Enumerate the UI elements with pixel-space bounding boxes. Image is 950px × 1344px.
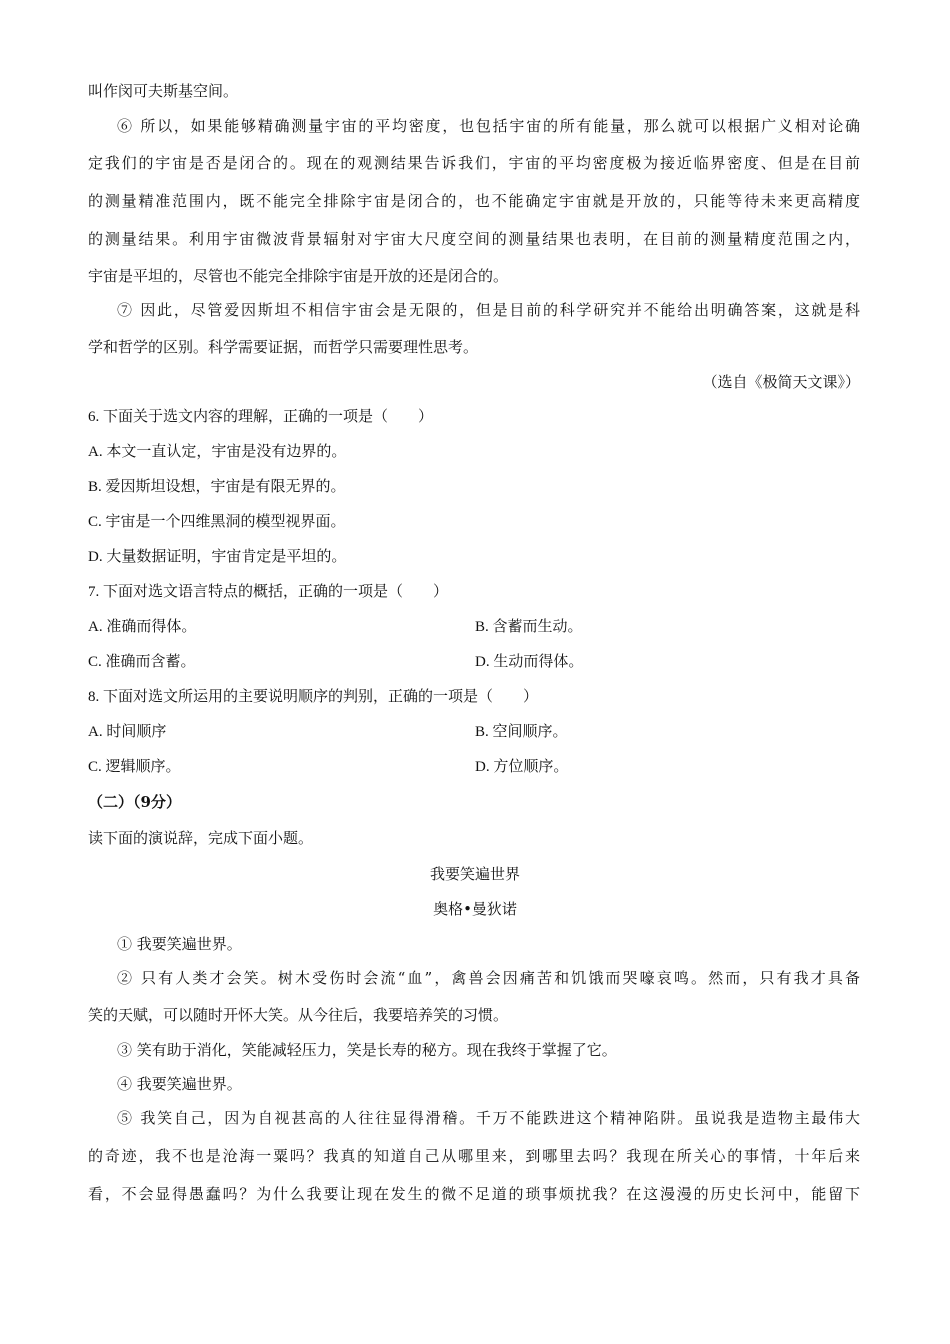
- speech-paragraph-2-line: ② 只有人类才会笑。树木受伤时会流“血”，禽兽会因痛苦和饥饿而哭嚎哀鸣。然而，只有我才具备: [117, 969, 860, 987]
- question-8-option-d[interactable]: D. 方位顺序。: [475, 759, 569, 775]
- question-7-option-a[interactable]: A. 准确而得体。: [88, 619, 197, 635]
- question-8-option-a[interactable]: A. 时间顺序: [88, 724, 167, 740]
- question-7-option-d[interactable]: D. 生动而得体。: [475, 654, 584, 670]
- speech-title: 我要笑遍世界: [429, 865, 520, 883]
- speech-paragraph-2-line: 笑的天赋，可以随时开怀大笑。从今往后，我要培养笑的习惯。: [88, 1006, 509, 1024]
- paragraph-6-line: 定我们的宇宙是否是闭合的。现在的观测结果告诉我们，宇宙的平均密度极为接近临界密度、但是在目前: [88, 154, 860, 172]
- question-6-stem: 6. 下面关于选文内容的理解，正确的一项是（ ）: [88, 409, 434, 425]
- question-6-option-b[interactable]: B. 爱因斯坦设想，宇宙是有限无界的。: [88, 479, 346, 495]
- paragraph-7-line: ⑦ 因此，尽管爱因斯坦不相信宇宙会是无限的，但是目前的科学研究并不能给出明确答案，这就是科: [117, 301, 860, 319]
- question-7-stem: 7. 下面对选文语言特点的概括，正确的一项是（ ）: [88, 584, 449, 600]
- section-instruction: 读下面的演说辞，完成下面小题。: [88, 829, 314, 847]
- paragraph-6-line: 宇宙是平坦的，尽管也不能完全排除宇宙是开放的还是闭合的。: [88, 267, 509, 285]
- paragraph-line: 叫作闵可夫斯基空间。: [88, 82, 239, 100]
- question-6-option-a[interactable]: A. 本文一直认定，宇宙是没有边界的。: [88, 444, 347, 460]
- speech-author: 奥格•曼狄诺: [433, 900, 517, 918]
- speech-paragraph-4: ④ 我要笑遍世界。: [117, 1075, 242, 1093]
- paragraph-6-line: ⑥ 所以，如果能够精确测量宇宙的平均密度，也包括宇宙的所有能量，那么就可以根据广义相对论确: [117, 117, 860, 135]
- question-6-option-d[interactable]: D. 大量数据证明，宇宙肯定是平坦的。: [88, 549, 347, 565]
- question-7-option-c[interactable]: C. 准确而含蓄。: [88, 654, 196, 670]
- speech-paragraph-5-line: 的奇迹，我不也是沧海一粟吗？我真的知道自己从哪里来，到哪里去吗？我现在所关心的事情，十年后来: [88, 1147, 860, 1165]
- speech-paragraph-5-line: 看，不会显得愚蠢吗？为什么我要让现在发生的微不足道的琐事烦扰我？在这漫漫的历史长河中，能留下: [88, 1185, 860, 1203]
- speech-paragraph-3: ③ 笑有助于消化，笑能减轻压力，笑是长寿的秘方。现在我终于掌握了它。: [117, 1041, 617, 1059]
- section-heading: （二）（9分）: [88, 793, 181, 811]
- question-8-stem: 8. 下面对选文所运用的主要说明顺序的判别，正确的一项是（ ）: [88, 689, 539, 705]
- question-8-option-b[interactable]: B. 空间顺序。: [475, 724, 568, 740]
- paragraph-6-line: 的测量精准范围内，既不能完全排除宇宙是闭合的，也不能确定宇宙就是开放的，只能等待未来更高精度: [88, 192, 860, 210]
- question-8-option-c[interactable]: C. 逻辑顺序。: [88, 759, 181, 775]
- question-6-option-c[interactable]: C. 宇宙是一个四维黑洞的模型视界面。: [88, 514, 346, 530]
- question-7-option-b[interactable]: B. 含蓄而生动。: [475, 619, 583, 635]
- speech-paragraph-1: ① 我要笑遍世界。: [117, 935, 242, 953]
- source-citation: （选自《极简天文课》）: [702, 373, 860, 391]
- paragraph-7-line: 学和哲学的区别。科学需要证据，而哲学只需要理性思考。: [88, 338, 479, 356]
- paragraph-6-line: 的测量结果。利用宇宙微波背景辐射对宇宙大尺度空间的测量结果也表明，在目前的测量精度范围之内，: [88, 230, 860, 248]
- speech-paragraph-5-line: ⑤ 我笑自己，因为自视甚高的人往往显得滑稽。千万不能跌进这个精神陷阱。虽说我是造物主最伟大: [117, 1109, 860, 1127]
